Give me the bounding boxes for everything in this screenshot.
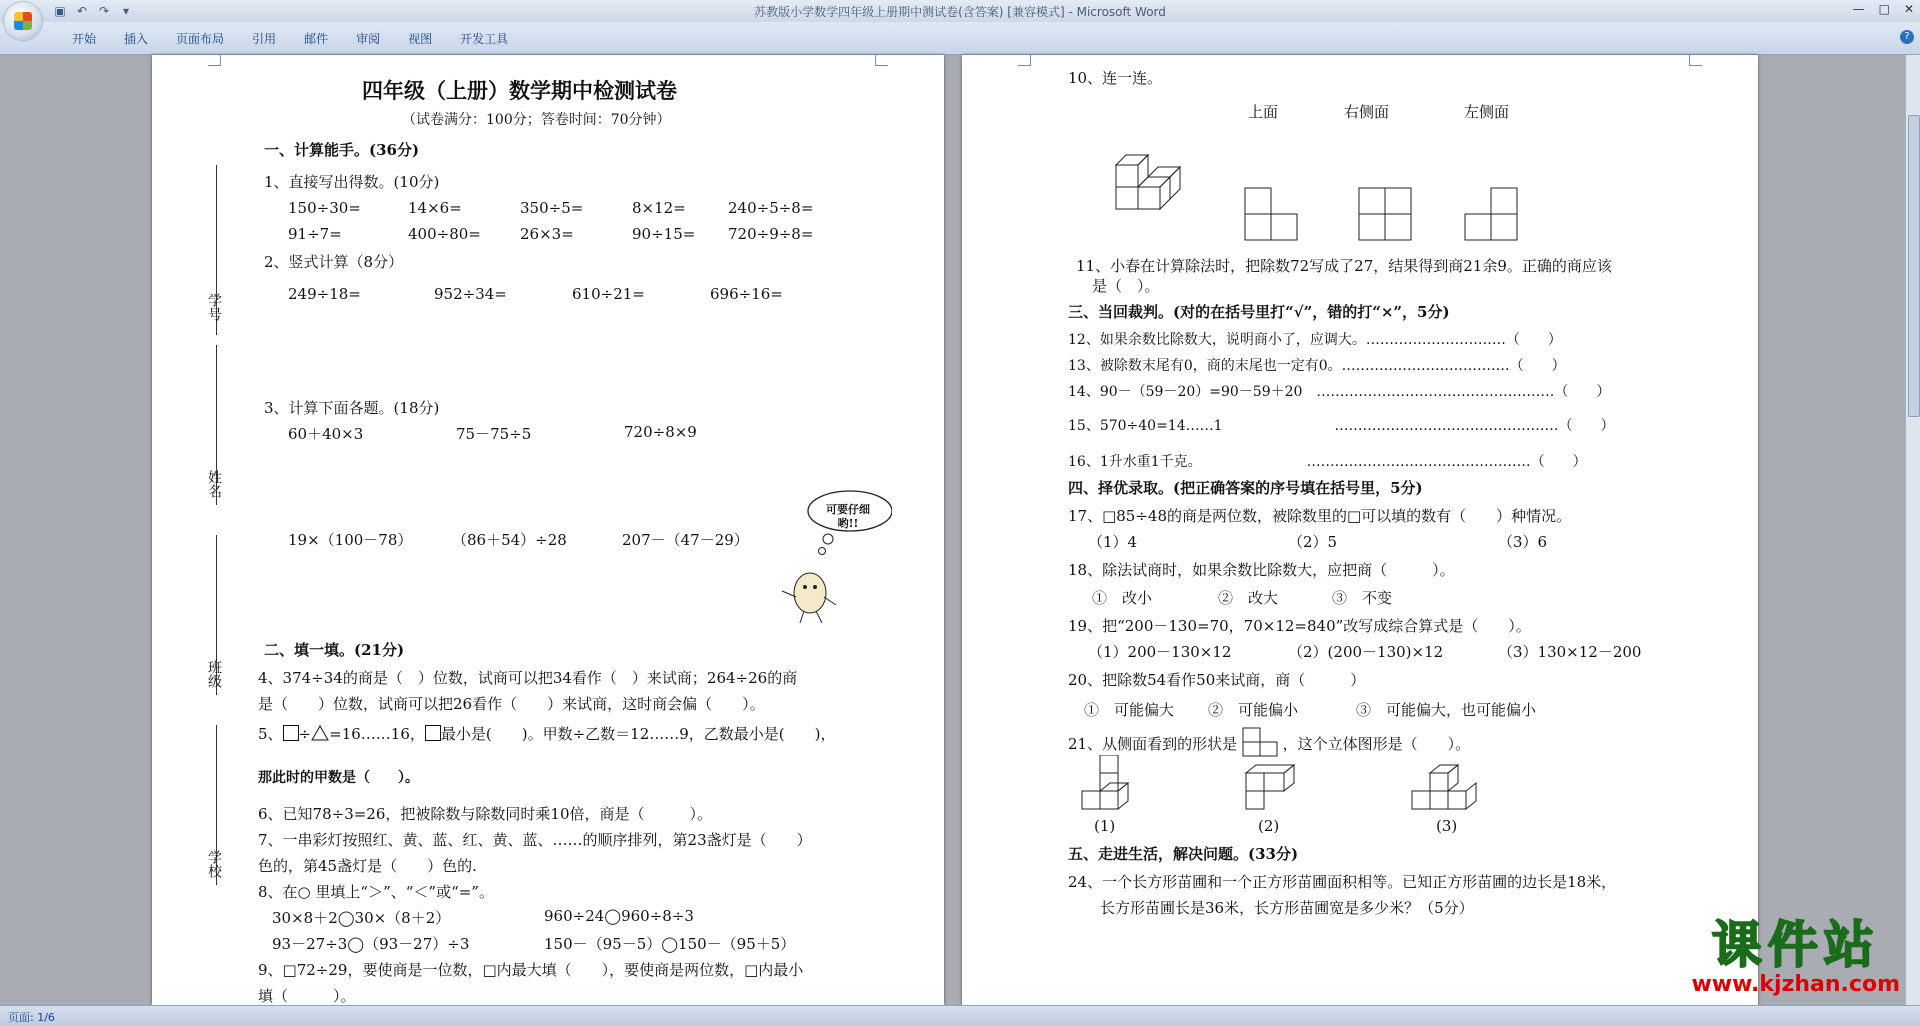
question-21: [1068, 727, 1470, 757]
question-5-line-2: 那此时的甲数是（ ）。: [258, 770, 419, 786]
judge-item: 12、如果余数比除数大，说明商小了，应调大。…………………………（ ）: [1068, 332, 1562, 348]
question-7-line-2: 色的，第45盏灯是（ ）色的.: [258, 857, 477, 875]
site-watermark: [1691, 918, 1900, 997]
tab-mailings[interactable]: 邮件: [304, 32, 329, 46]
judge-item: 13、被除数末尾有0，商的末尾也一定有0。………………………………（ ）: [1068, 358, 1566, 374]
q5-divide: ÷: [298, 725, 312, 743]
save-icon[interactable]: ▣: [54, 4, 66, 18]
title-bar: [0, 0, 1920, 22]
tab-page-layout[interactable]: 页面布局: [176, 32, 225, 46]
window-controls: [1853, 2, 1914, 16]
question-9-line-1: 9、□72÷29，要使商是一位数，□内最大填（ ），要使商是两位数，□内最小: [258, 961, 804, 979]
calc-item: 720÷9÷8=: [728, 225, 814, 243]
calc-item: 26×3=: [520, 225, 574, 243]
question-3: 3、计算下面各题。(18分): [264, 399, 440, 417]
exam-subtitle: （试卷满分：100分；答卷时间：70分钟）: [402, 112, 671, 128]
status-bar: [0, 1005, 1920, 1026]
calc-item: 8×12=: [632, 199, 686, 217]
tab-developer[interactable]: 开发工具: [460, 32, 509, 46]
q18-option: ① 改小: [1092, 589, 1153, 607]
question-20: 20、把除数54看作50来试商，商（ ）: [1068, 671, 1366, 689]
section-3-heading: 三、当回裁判。(对的在括号里打“√”，错的打“×”，5分): [1068, 303, 1450, 321]
calc-item: 350÷5=: [520, 199, 584, 217]
view-label-top: 上面: [1248, 103, 1279, 121]
question-5-line-1: [258, 723, 835, 744]
section-5-heading: 五、走进生活，解决问题。(33分): [1068, 845, 1299, 863]
q18-option: ③ 不变: [1332, 589, 1393, 607]
document-workspace: [0, 55, 1906, 1005]
q20-option: ① 可能偏大: [1084, 701, 1175, 719]
question-11-line-2: 是（ ）。: [1092, 277, 1160, 295]
figure-option-3: [1410, 755, 1484, 813]
redo-icon[interactable]: ↷: [98, 4, 110, 18]
name-label: 姓名: [206, 470, 222, 498]
judge-item: 14、90－（59－20）=90－59＋20 ……………………………………………（ ）: [1068, 384, 1611, 400]
figure-option-1: [1080, 755, 1150, 813]
question-1: 1、直接写出得数。(10分): [264, 173, 440, 191]
tab-review[interactable]: 审阅: [356, 32, 381, 46]
judge-item: 16、1升水重1千克。 …………………………………………（ ）: [1068, 454, 1587, 470]
office-logo-icon: [14, 12, 32, 30]
vertical-calc-item: 249÷18=: [288, 285, 361, 303]
calc-item: 150÷30=: [288, 199, 361, 217]
side-view-shape: [1242, 727, 1278, 757]
margin-corner: [208, 55, 221, 66]
question-18: 18、除法试商时，如果余数比除数大，应把商（ ）。: [1068, 561, 1455, 579]
margin-corner: [875, 55, 888, 66]
class-label: 班级: [206, 660, 222, 688]
question-24-line-2: 长方形苗圃长是36米，长方形苗圃宽是多少米？（5分）: [1100, 899, 1474, 917]
square-icon: [283, 725, 299, 741]
calc-item: 240÷5÷8=: [728, 199, 814, 217]
section-1-heading: 一、计算能手。(36分): [264, 141, 420, 159]
figure-label: (1): [1094, 817, 1116, 835]
customize-qat-icon[interactable]: ▾: [122, 4, 130, 18]
question-24-line-1: 24、一个长方形苗圃和一个正方形苗圃面积相等。已知正方形苗圃的边长是18米，: [1068, 873, 1617, 891]
section-4-heading: 四、择优录取。(把正确答案的序号填在括号里，5分): [1068, 479, 1423, 497]
margin-corner: [1689, 55, 1702, 66]
calc-item: 90÷15=: [632, 225, 696, 243]
square-icon: [425, 725, 441, 741]
ribbon-tabs: [58, 30, 522, 47]
undo-icon[interactable]: ↶: [76, 4, 88, 18]
tab-references[interactable]: 引用: [252, 32, 277, 46]
q17-option: （1）4: [1088, 533, 1138, 551]
page-1: [152, 55, 944, 1005]
speech-bubble-text: 可要仔细哟!!: [826, 503, 870, 530]
expression-item: （86＋54）÷28: [452, 531, 567, 549]
question-9-line-2: 填（ ）。: [258, 987, 356, 1005]
tab-home[interactable]: 开始: [72, 32, 97, 46]
question-2: 2、竖式计算（8分）: [264, 253, 404, 271]
margin-corner: [1018, 55, 1031, 66]
question-10: 10、连一连。: [1068, 69, 1163, 87]
question-11-line-1: 11、小春在计算除法时，把除数72写成了27，结果得到商21余9。正确的商应该: [1076, 257, 1612, 275]
expression-item: 19×（100－78）: [288, 531, 413, 549]
view-shape-2: [1358, 187, 1414, 241]
page-count[interactable]: 页面: 1/6: [8, 1011, 55, 1024]
expression-item: 75－75÷5: [456, 425, 532, 443]
scrollbar-thumb[interactable]: [1908, 115, 1920, 417]
view-label-right: 右侧面: [1344, 103, 1390, 121]
triangle-icon: [311, 725, 329, 741]
question-7-line-1: 7、一串彩灯按照红、黄、蓝、红、黄、蓝、……的顺序排列，第23盏灯是（ ）: [258, 831, 812, 849]
watermark-url: www.kjzhan.com: [1691, 972, 1900, 997]
judge-item: 15、570÷40=14……1 …………………………………………（ ）: [1068, 418, 1615, 434]
compare-item: 960÷24◯960÷8÷3: [544, 907, 694, 925]
expression-item: 207－（47－29）: [622, 531, 749, 549]
figure-label: (2): [1258, 817, 1280, 835]
page-2: [962, 55, 1758, 1005]
view-shape-3: [1464, 187, 1520, 241]
question-4-line-1: 4、374÷34的商是（ ）位数，试商可以把34看作（ ）来试商；264÷26的商: [258, 669, 798, 687]
view-shape-1: [1244, 187, 1300, 241]
q17-option: （2）5: [1288, 533, 1338, 551]
calc-item: 14×6=: [408, 199, 462, 217]
calc-item: 400÷80=: [408, 225, 481, 243]
expression-item: 60＋40×3: [288, 425, 364, 443]
q5-number: 5、: [258, 725, 283, 743]
expression-item: 720÷8×9: [624, 423, 697, 441]
view-label-left: 左侧面: [1464, 103, 1510, 121]
exam-title: 四年级（上册）数学期中检测试卷: [362, 78, 677, 103]
window-title: 苏教版小学数学四年级上册期中测试卷(含答案) [兼容模式] - Microsoft Word: [754, 5, 1166, 19]
q20-option: ② 可能偏小: [1208, 701, 1299, 719]
question-6: 6、已知78÷3=26，把被除数与除数同时乘10倍，商是（ ）。: [258, 805, 712, 823]
vertical-calc-item: 952÷34=: [434, 285, 507, 303]
ribbon: [0, 22, 1920, 55]
vertical-scrollbar[interactable]: [1905, 55, 1920, 1005]
school-label: 学校: [206, 850, 222, 878]
q19-option: （3）130×12－200: [1498, 643, 1642, 661]
vertical-calc-item: 696÷16=: [710, 285, 783, 303]
q19-option: （1）200－130×12: [1088, 643, 1232, 661]
q19-option: （2）(200－130)×12: [1288, 643, 1444, 661]
help-icon[interactable]: ?: [1900, 30, 1914, 44]
cube-stack-figure: [1114, 147, 1194, 211]
question-17: 17、□85÷48的商是两位数，被除数里的□可以填的数有（ ）种情况。: [1068, 507, 1572, 525]
compare-item: 93－27÷3◯（93－27）÷3: [272, 935, 470, 953]
q20-option: ③ 可能偏大，也可能偏小: [1356, 701, 1537, 719]
q18-option: ② 改大: [1218, 589, 1279, 607]
office-button[interactable]: [4, 2, 42, 40]
tab-view[interactable]: 视图: [408, 32, 433, 46]
compare-item: 150－（95－5）◯150－（95＋5）: [544, 935, 796, 953]
student-number-label: 学号: [206, 293, 222, 321]
watermark-title: 课件站: [1711, 916, 1880, 974]
maximize-button[interactable]: □: [1878, 2, 1890, 16]
q5-rest: 最小是( )。甲数÷乙数＝12……9，乙数最小是( )，: [440, 725, 836, 743]
question-8: 8、在○ 里填上“＞”、“＜”或“=”。: [258, 883, 494, 901]
question-19: 19、把“200－130=70，70×12=840”改写成综合算式是（ ）。: [1068, 617, 1531, 635]
q5-result: =16……16，: [329, 725, 425, 743]
minimize-button[interactable]: —: [1852, 2, 1865, 16]
figure-option-2: [1244, 763, 1314, 813]
vertical-calc-item: 610÷21=: [572, 285, 645, 303]
close-button[interactable]: ✕: [1903, 2, 1914, 16]
q21-text-1: 21、从侧面看到的形状是: [1068, 735, 1238, 753]
q17-option: （3）6: [1498, 533, 1548, 551]
compare-item: 30×8＋2◯30×（8＋2）: [272, 909, 451, 927]
q21-text-2: ，这个立体图形是（ ）。: [1282, 735, 1471, 753]
calc-item: 91÷7=: [288, 225, 342, 243]
section-2-heading: 二、填一填。(21分): [264, 641, 405, 659]
question-4-line-2: 是（ ）位数，试商可以把26看作（ ）来试商，这时商会偏（ ）。: [258, 695, 765, 713]
figure-label: (3): [1436, 817, 1458, 835]
tab-insert[interactable]: 插入: [124, 32, 149, 46]
